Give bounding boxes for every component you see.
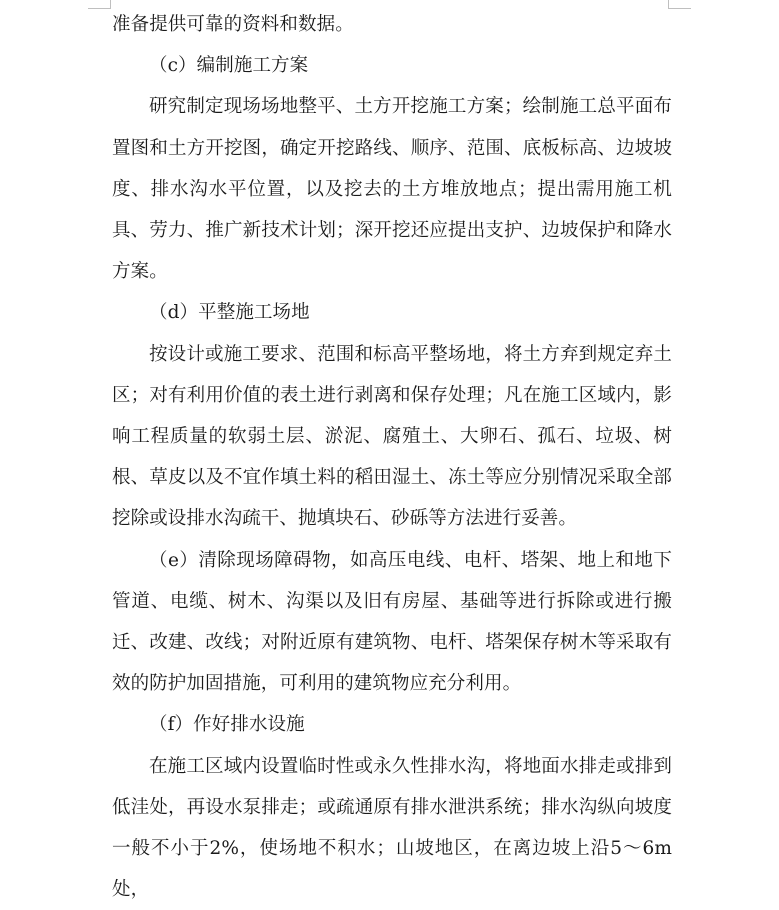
section-heading-c: （c）编制施工方案 bbox=[149, 55, 309, 77]
section-heading-d: （d）平整施工场地 bbox=[149, 302, 310, 324]
page-corner-mark-left bbox=[88, 0, 111, 9]
paragraph-drainage: 在施工区域内设置临时性或永久性排水沟，将地面水排走或排到低洼处，再设水泵排走；或疏通原有排水泄洪系统；排水沟纵向坡度一般不小于2%，使场地不积水；山坡地区，在离边坡上沿5～6m处， bbox=[112, 755, 672, 901]
section-heading-f: （f）作好排水设施 bbox=[149, 714, 305, 736]
paragraph-site-leveling: 按设计或施工要求、范围和标高平整场地，将土方弃到规定弃土区；对有利用价值的表土进行剥离和保存处理；凡在施工区域内，影响工程质量的软弱土层、淤泥、腐殖土、大卵石、孤石、垃圾、树根、草皮以及不宜作填土料的稻田湿土、冻土等应分别情况采取全部挖除或设排水沟疏干、抛填块石、砂砾等方法进行妥善。 bbox=[112, 343, 672, 530]
document-body bbox=[112, 2, 672, 910]
paragraph-construction-plan: 研究制定现场场地整平、土方开挖施工方案；绘制施工总平面布置图和土方开挖图，确定开挖路线、顺序、范围、底板标高、边坡坡度、排水沟水平位置，以及挖去的土方堆放地点；提出需用施工机具、劳力、推广新技术计划；深开挖还应提出支护、边坡保护和降水方案。 bbox=[112, 96, 672, 283]
paragraph-continued: 准备提供可靠的资料和数据。 bbox=[112, 14, 354, 35]
paragraph-clear-obstacles: （e）清除现场障碍物，如高压电线、电杆、塔架、地上和地下管道、电缆、树木、沟渠以及旧有房屋、基础等进行拆除或进行搬迁、改建、改线；对附近原有建筑物、电杆、塔架保存树木等采取有效的防护加固措施，可利用的建筑物应充分利用。 bbox=[112, 549, 672, 695]
